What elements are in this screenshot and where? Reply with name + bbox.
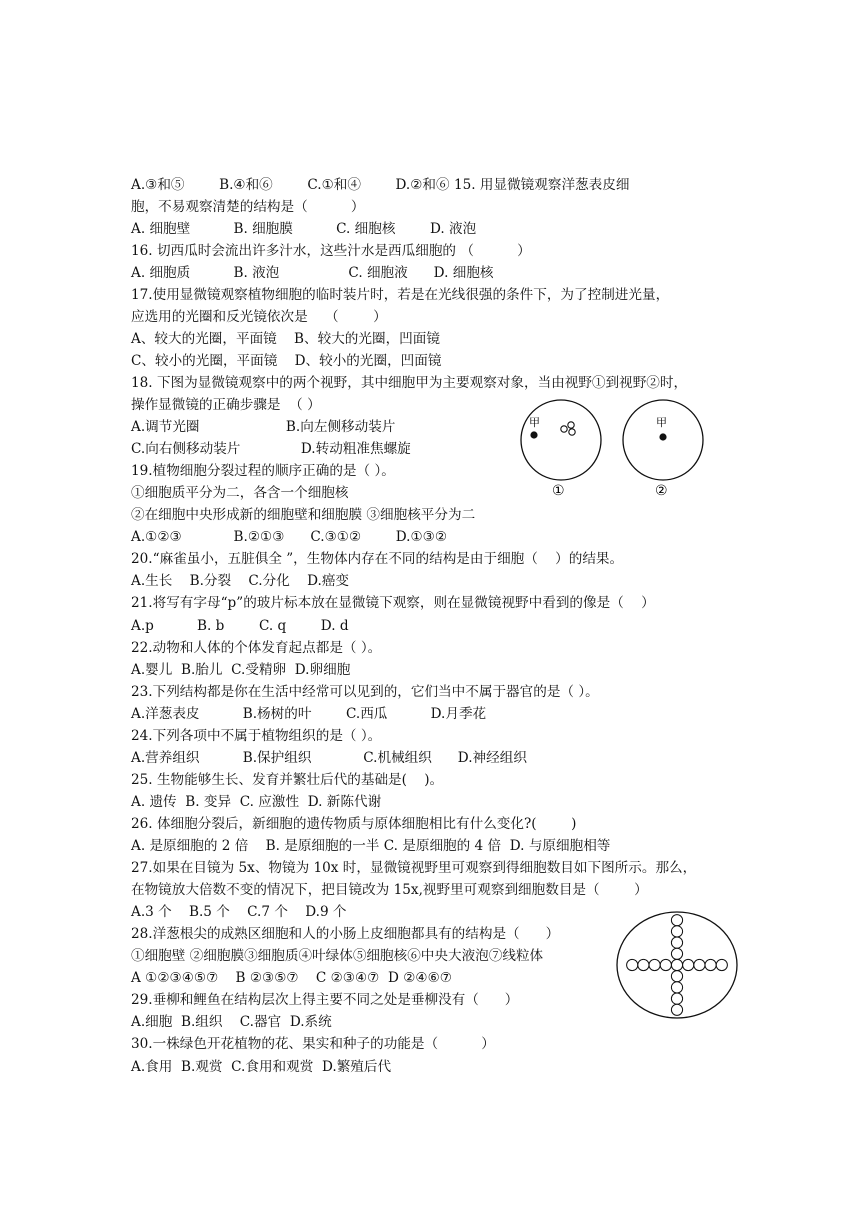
text-line: A.营养组织 B.保护组织 C.机械组织 D.神经组织 [131,749,527,766]
cell-circle [638,959,649,970]
text-line: C、较小的光圈，平面镜 D、较小的光圈，凹面镜 [131,352,442,369]
cell-circle [649,959,660,970]
text-line: 操作显微镜的正确步骤是 （ ） [131,397,321,413]
cell-dot-2 [659,433,666,440]
small-cell-a [561,426,567,432]
cell-circle [671,915,682,926]
cell-label-jia-1: 甲 [529,416,540,429]
text-line: 27.如果在目镜为 5x、物镜为 10x 时，显微镜视野里可观察到得细胞数目如下图所示。那么， [131,860,697,877]
cell-circle [694,959,705,970]
field-of-view-1 [521,400,601,480]
text-line: A. 遗传 B. 变异 C. 应激性 D. 新陈代谢 [131,793,382,810]
small-cell-c [569,429,575,435]
text-line: 18. 下图为显微镜观察中的两个视野，其中细胞甲为主要观察对象，当由视野①到视野②时， [131,374,688,391]
text-line: 16. 切西瓜时会流出许多汁水，这些汁水是西瓜细胞的 （ ） [131,242,531,259]
text-line: A.洋葱表皮 B.杨树的叶 C.西瓜 D.月季花 [131,705,487,722]
cell-circle [671,1004,682,1015]
text-line: 应选用的光圈和反光镜依次是 （ ） [131,308,387,325]
text-line: 25. 生物能够生长、发育并繁壮后代的基础是( )。 [131,771,444,788]
text-line: A.调节光圈 B.向左侧移动装片 [131,419,396,436]
cell-circle [671,993,682,1004]
text-line: ②在细胞中央形成新的细胞壁和细胞膜 ③细胞核平分为二 [131,507,476,524]
cell-circle [671,937,682,948]
text-line: C.向右侧移动装片 D.转动粗准焦螺旋 [131,441,411,458]
text-line: A. 细胞质 B. 液泡 C. 细胞液 D. 细胞核 [131,264,494,281]
text-line: 23.下列结构都是你在生活中经常可以见到的，它们当中不属于器官的是（ ）。 [131,683,599,700]
text-line: A. 是原细胞的 2 倍 B. 是原细胞的一半 C. 是原细胞的 4 倍 D. 与原细胞相等 [131,838,611,854]
cell-circle [671,926,682,937]
text-line: 17.使用显微镜观察植物细胞的临时装片时，若是在光线很强的条件下，为了控制进光量， [131,286,670,303]
text-line: A.p B. b C. q D. d [131,617,349,634]
text-line: 24.下列各项中不属于植物组织的是（ ）。 [131,727,382,744]
cell-circle [716,959,727,970]
cell-circle [671,982,682,993]
text-line: 19.植物细胞分裂过程的顺序正确的是（ ）。 [131,463,395,480]
cell-circle [671,971,682,982]
cell-count-figure [614,908,754,1020]
text-line: A ①②③④⑤⑦ B ②③⑤⑦ C ②③④⑦ D ②④⑥⑦ [131,970,452,987]
text-line: A.①②③ B.②①③ C.③①② D.①③② [131,529,448,546]
text-line: 28.洋葱根尖的成熟区细胞和人的小肠上皮细胞都具有的结构是（ ） [131,926,560,943]
cell-circle [705,959,716,970]
text-line: 22.动物和人体的个体发育起点都是（ ）。 [131,639,382,656]
microscope-fields-figure [515,393,715,505]
text-line: A.3 个 B.5 个 C.7 个 D.9 个 [131,904,347,921]
text-line: 胞，不易观察清楚的结构是（ ） [131,198,365,215]
view-label-2: ② [655,483,668,499]
cell-circle [671,948,682,959]
small-cell-b [568,422,574,428]
cell-circle [627,959,638,970]
text-line: A.食用 B.观赏 C.食用和观赏 D.繁殖后代 [131,1058,392,1075]
text-line: 20.“麻雀虽小，五脏俱全 ”，生物体内存在不同的结构是由于细胞（ ）的结果。 [131,551,624,568]
view-label-1: ① [552,483,565,499]
text-line: 30.一株绿色开花植物的花、果实和种子的功能是（ ） [131,1036,495,1053]
cell-circle [671,959,682,970]
text-line: A.生长 B.分裂 C.分化 D.癌变 [131,573,350,590]
cell-circle [660,959,671,970]
text-line: ①细胞壁 ②细胞膜③细胞质④叶绿体⑤细胞核⑥中央大液泡⑦线粒体 [131,948,544,965]
text-line: 21.将写有字母“p”的玻片标本放在显微镜下观察，则在显微镜视野中看到的像是（ ） [131,595,655,612]
cell-dot-1 [530,431,537,438]
cell-circle [683,959,694,970]
text-line: 在物镜放大倍数不变的情况下，把目镜改为 15x,视野里可观察到细胞数目是（ ） [131,882,648,899]
cell-label-jia-2: 甲 [656,416,667,429]
text-line: 29.垂柳和鲤鱼在结构层次上得主要不同之处是垂柳没有（ ） [131,992,519,1009]
text-line: A. 细胞壁 B. 细胞膜 C. 细胞核 D. 液泡 [131,220,477,237]
text-line: ①细胞质平分为二，各含一个细胞核 [131,485,349,502]
text-line: A.③和⑤ B.④和⑥ C.①和④ D.②和⑥ 15. 用显微镜观察洋葱表皮细 [131,176,630,193]
text-line: A、较大的光圈，平面镜 B、较大的光圈，凹面镜 [131,330,440,347]
text-line: 26. 体细胞分裂后，新细胞的遗传物质与原体细胞相比有什么变化?( ) [131,815,577,832]
text-line: A.细胞 B.组织 C.器官 D.系统 [131,1014,332,1031]
text-line: A.婴儿 B.胎儿 C.受精卵 D.卵细胞 [131,661,351,678]
